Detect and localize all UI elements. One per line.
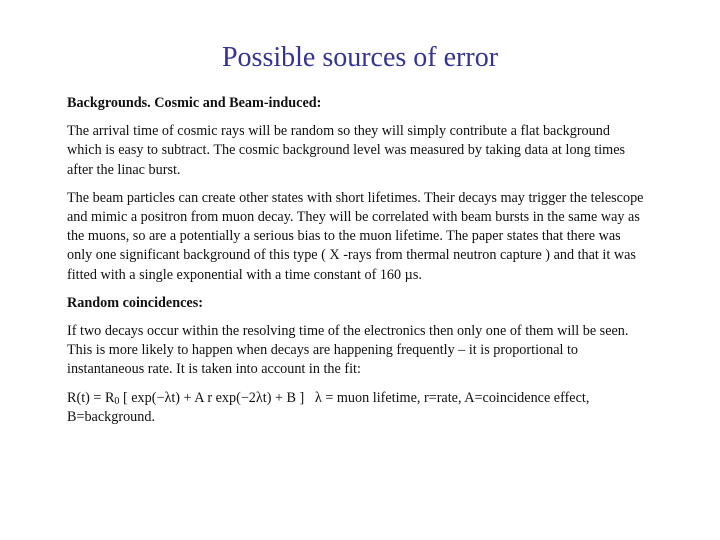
fit-formula-rest: [ exp(−λt) + A r exp(−2λt) + B ] bbox=[119, 389, 305, 406]
beam-background-paragraph: The beam particles can create other states with short lifetimes. Their decays may trigger the telescope and mimic a positron from muon decay. They will be correlated with beam bursts in the same way as the muons, so are a potentially a serious bias to the muon lifetime. The paper states that there was only one significant background of this type ( X -rays from thermal neutron capture ) and that it was fitted with a single exponential with a time constant of 160 µs. bbox=[67, 189, 644, 283]
cosmic-background-paragraph: The arrival time of cosmic rays will be random so they will simply contribute a flat background which is easy to subtract. The cosmic background level was measured by taking data at long times after the linac burst. bbox=[67, 123, 626, 178]
fit-legend: λ = muon lifetime, r=rate, A=coincidence effect, B=background. bbox=[67, 389, 590, 425]
fit-formula-subscript: 0 bbox=[114, 395, 120, 407]
random-coincidences-paragraph: If two decays occur within the resolving time of the electronics then only one of them will be seen. This is more likely to happen when decays are happening frequently – it is proportional to instantaneous rate. It is taken into account in the fit: bbox=[67, 323, 629, 378]
random-coincidences-heading: Random coincidences: bbox=[67, 294, 203, 311]
fit-formula-line bbox=[67, 389, 647, 427]
fit-formula-prefix: R(t) = R bbox=[67, 389, 115, 406]
slide-title: Possible sources of error bbox=[221, 42, 499, 73]
slide-body bbox=[67, 94, 647, 436]
backgrounds-heading: Backgrounds. Cosmic and Beam-induced: bbox=[67, 95, 322, 111]
